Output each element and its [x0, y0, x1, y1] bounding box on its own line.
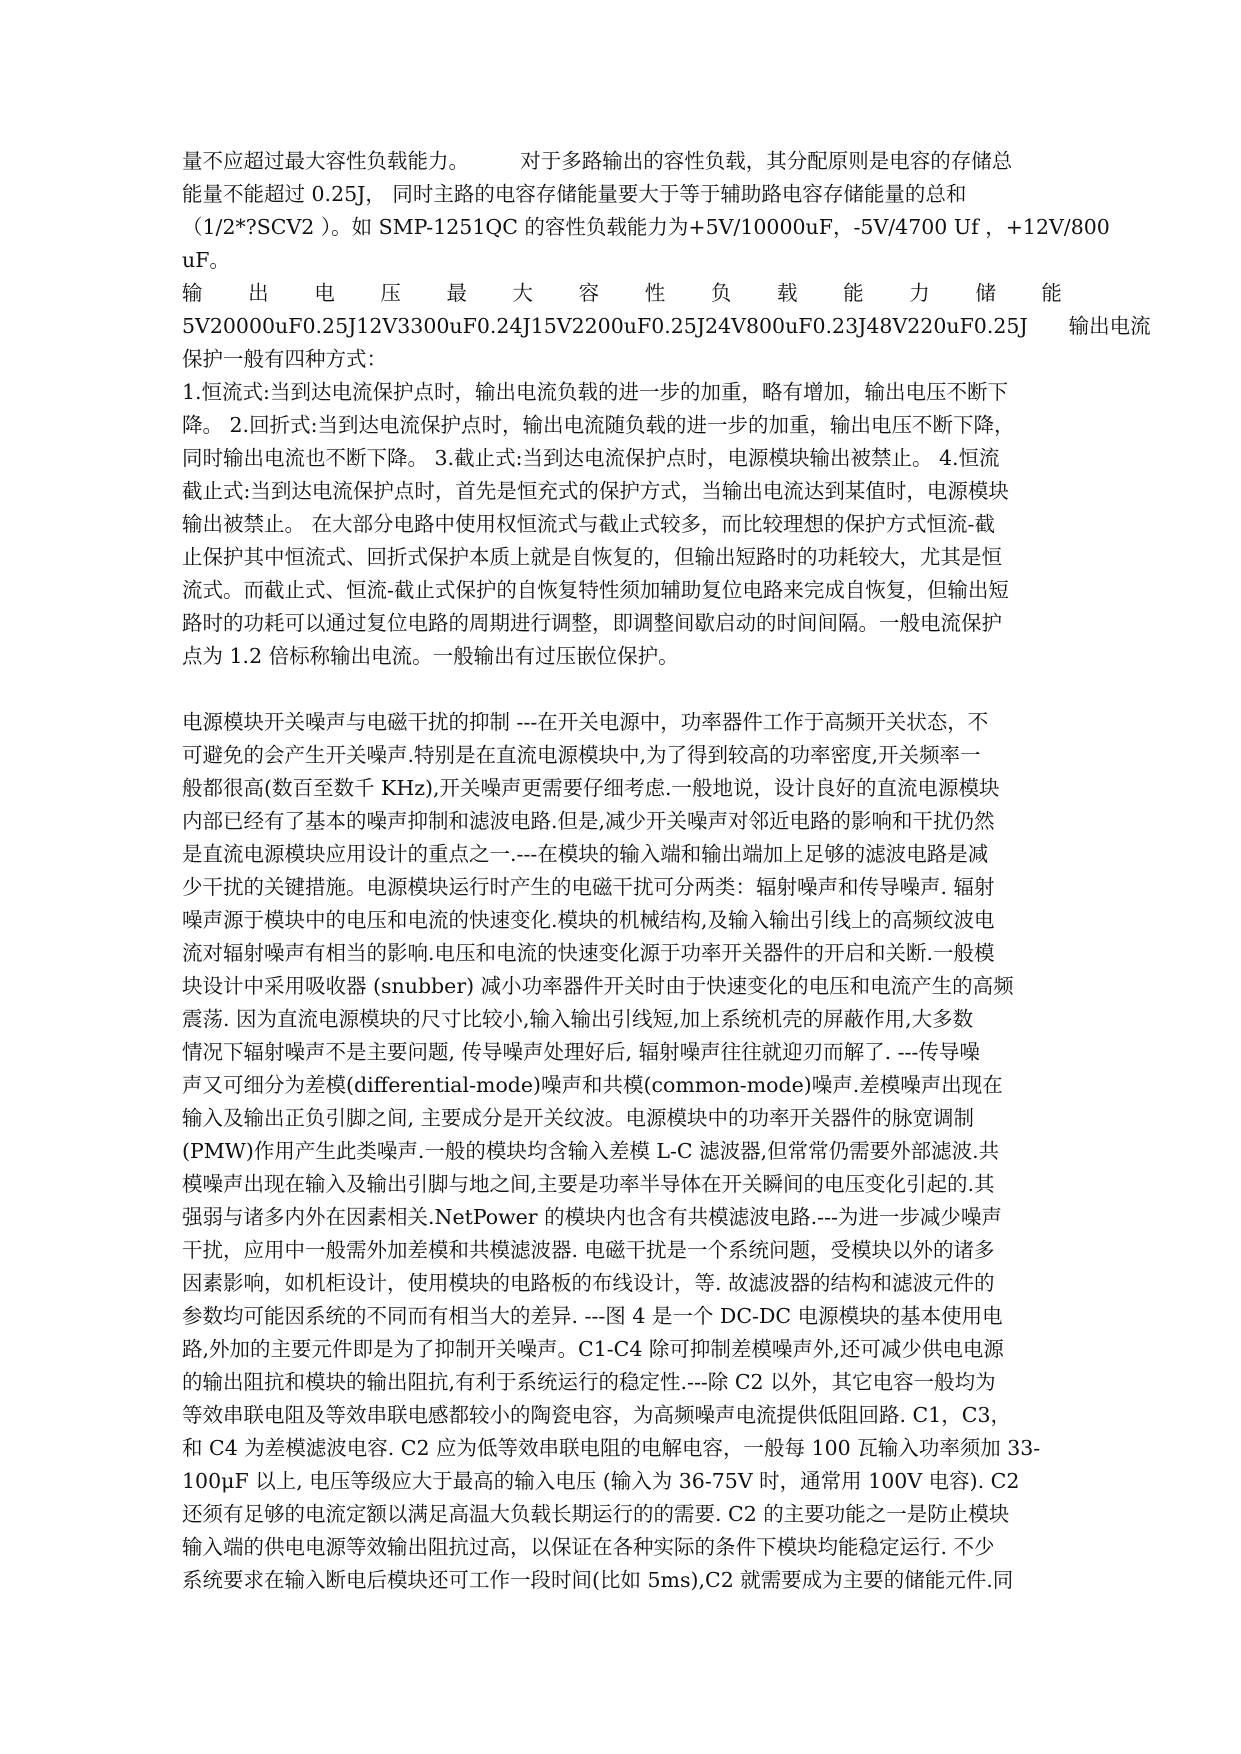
document-body — [182, 145, 1151, 1597]
text-line: 100μF 以上, 电压等级应大于最高的输入电压 (输入为 36-75V 时，通常用 100V 电容). C2 — [182, 1469, 1020, 1493]
text-line: 降。 2.回折式:当到达电流保护点时，输出电流随负载的进一步的加重，输出电压不断下降， — [182, 413, 1015, 437]
text-line: 情况下辐射噪声不是主要问题, 传导噪声处理好后, 辐射噪声往往就迎刃而解了. ---传导噪 — [182, 1040, 980, 1064]
text-line: 参数均可能因系统的不同而有相当大的差异. ---图 4 是一个 DC-DC 电源模块的基本使用电 — [182, 1304, 1003, 1328]
table-header-char: 压 — [380, 281, 401, 305]
text-line: 保护一般有四种方式： — [182, 347, 387, 371]
text-line: 路时的功耗可以通过复位电路的周期进行调整，即调整间歇启动的时间间隔。一般电流保护 — [182, 611, 1002, 635]
text-line: 流式。而截止式、恒流-截止式保护的自恢复特性须加辅助复位电路来完成自恢复，但输出短 — [182, 578, 1009, 602]
paragraph-capacitive-load — [182, 145, 1151, 673]
table-header-char: 出 — [248, 281, 269, 305]
paragraph-gap — [182, 673, 1062, 706]
text-line: 是直流电源模块应用设计的重点之一.---在模块的输入端和输出端加上足够的滤波电路是减 — [182, 842, 989, 866]
text-line: 可避免的会产生开关噪声.特别是在直流电源模块中,为了得到较高的功率密度,开关频率一 — [182, 743, 981, 767]
table-header-char: 输 — [182, 281, 203, 305]
table-header-char: 能 — [1041, 281, 1062, 305]
text-line: 电源模块开关噪声与电磁干扰的抑制 ---在开关电源中，功率器件工作于高频开关状态，不 — [182, 710, 989, 734]
text-line: 同时输出电流也不断下降。 3.截止式:当到达电流保护点时，电源模块输出被禁止。 4.恒流 — [182, 446, 1000, 470]
text-line: 模噪声出现在输入及输出引脚与地之间,主要是功率半导体在开关瞬间的电压变化引起的.其 — [182, 1172, 995, 1196]
text-line: 输入端的供电电源等效输出阻抗过高，以保证在各种实际的条件下模块均能稳定运行. 不少 — [182, 1535, 995, 1559]
table-header-char: 最 — [446, 281, 467, 305]
text-line: 干扰，应用中一般需外加差模和共模滤波器. 电磁干扰是一个系统问题，受模块以外的诸多 — [182, 1238, 995, 1262]
text-line: 输入及输出正负引脚之间, 主要成分是开关纹波。电源模块中的功率开关器件的脉宽调制 — [182, 1106, 975, 1130]
text-line: 5V20000uF0.25J12V3300uF0.24J15V2200uF0.25J24V800uF0.23J48V220uF0.25J 输出电流 — [182, 314, 1151, 338]
text-line: 块设计中采用吸收器 (snubber) 减小功率器件开关时由于快速变化的电压和电流产生的高频 — [182, 974, 1014, 998]
text-line: 内部已经有了基本的噪声抑制和滤波电路.但是,减少开关噪声对邻近电路的影响和干扰仍然 — [182, 809, 995, 833]
table-header-char: 大 — [512, 281, 534, 305]
text-line: 的输出阻抗和模块的输出阻抗,有利于系统运行的稳定性.---除 C2 以外，其它电容一般均为 — [182, 1370, 996, 1394]
text-line: 强弱与诸多内外在因素相关.NetPower 的模块内也含有共模滤波电路.---为进一步减少噪声 — [182, 1205, 1002, 1229]
text-line: 能量不能超过 0.25J， 同时主路的电容存储能量要大于等于辅助路电容存储能量的总和 — [182, 182, 967, 206]
table-header-row — [182, 277, 1062, 310]
text-line: uF。 — [182, 248, 230, 272]
table-header-char: 负 — [710, 281, 732, 305]
text-line: 般都很高(数百至数千 KHz),开关噪声更需要仔细考虑.一般地说，设计良好的直流电源模块 — [182, 776, 1000, 800]
text-line: 路,外加的主要元件即是为了抑制开关噪声。C1-C4 除可抑制差模噪声外,还可减少供电电源 — [182, 1337, 1004, 1361]
text-line: (PMW)作用产生此类噪声.一般的模块均含输入差模 L-C 滤波器,但常常仍需要外部滤波.共 — [182, 1139, 1000, 1163]
table-header-char: 容 — [578, 281, 600, 305]
table-header-char: 载 — [776, 281, 798, 305]
text-line: 点为 1.2 倍标称输出电流。一般输出有过压嵌位保护。 — [182, 644, 679, 668]
text-line: 系统要求在输入断电后模块还可工作一段时间(比如 5ms),C2 就需要成为主要的储能元件.同 — [182, 1568, 1014, 1592]
text-line: 止保护其中恒流式、回折式保护本质上就是自恢复的，但输出短路时的功耗较大，尤其是恒 — [182, 545, 1002, 569]
table-header-char: 性 — [644, 281, 666, 305]
text-line: 量不应超过最大容性负载能力。 对于多路输出的容性负载，其分配原则是电容的存储总 — [182, 149, 1013, 173]
text-line: 和 C4 为差模滤波电容. C2 应为低等效串联电阻的电解电容，一般每 100 瓦输入功率须加 33- — [182, 1436, 1041, 1460]
table-header-char: 储 — [975, 281, 996, 305]
text-line: 1.恒流式:当到达电流保护点时，输出电流负载的进一步的加重，略有增加，输出电压不断下 — [182, 380, 1008, 404]
text-line: 噪声源于模块中的电压和电流的快速变化.模块的机械结构,及输入输出引线上的高频纹波电 — [182, 908, 995, 932]
table-header-char: 力 — [909, 281, 930, 305]
paragraph-noise-suppression — [182, 706, 1062, 1597]
text-line: 因素影响，如机柜设计，使用模块的电路板的布线设计，等. 故滤波器的结构和滤波元件的 — [182, 1271, 995, 1295]
text-line: 少干扰的关键措施。电源模块运行时产生的电磁干扰可分两类：辐射噪声和传导噪声. 辐射 — [182, 875, 995, 899]
text-line: 还须有足够的电流定额以满足高温大负载长期运行的的需要. C2 的主要功能之一是防止模块 — [182, 1502, 1010, 1526]
table-header-char: 能 — [843, 281, 864, 305]
text-line: 震荡. 因为直流电源模块的尺寸比较小,输入输出引线短,加上系统机壳的屏蔽作用,大多数 — [182, 1007, 974, 1031]
text-line: 等效串联电阻及等效串联电感都较小的陶瓷电容，为高频噪声电流提供低阻回路. C1，C3， — [182, 1403, 1011, 1427]
text-line: （1/2*?SCV2 ）。如 SMP-1251QC 的容性负载能力为+5V/10000uF，-5V/4700 Uf ，+12V/800 — [182, 215, 1110, 239]
text-line: 声又可细分为差模(differential-mode)噪声和共模(common-mode)噪声.差模噪声出现在 — [182, 1073, 1003, 1097]
text-line: 流对辐射噪声有相当的影响.电压和电流的快速变化源于功率开关器件的开启和关断.一般模 — [182, 941, 995, 965]
text-line: 输出被禁止。 在大部分电路中使用权恒流式与截止式较多，而比较理想的保护方式恒流-截 — [182, 512, 995, 536]
text-line: 截止式:当到达电流保护点时，首先是恒充式的保护方式，当输出电流达到某值时，电源模块 — [182, 479, 1009, 503]
table-header-char: 电 — [314, 281, 335, 305]
